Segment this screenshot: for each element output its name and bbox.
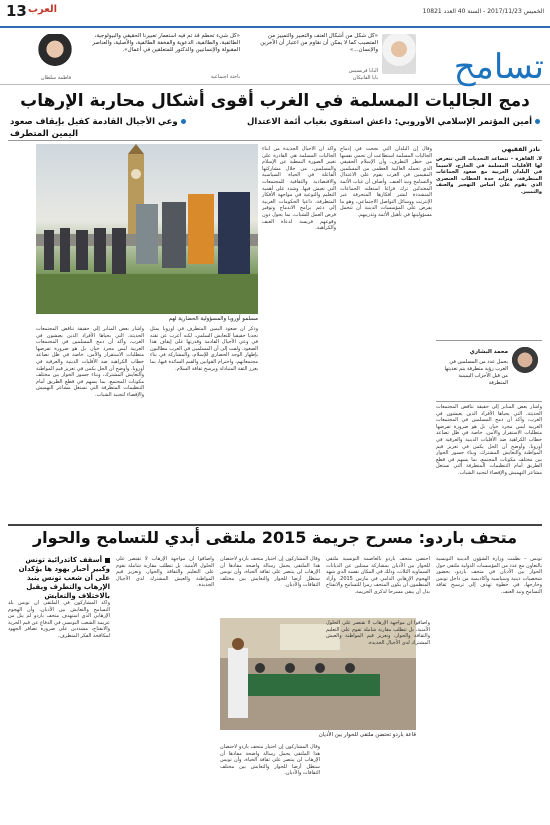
bottom-column-6: وأضافوا أن مواجهة الإرهاب لا تقتصر على الحلول الأمنية، بل تتطلب مقاربة شاملة تقوم على التعليم والثقافة والحوار، وتعزيز قيم المواطنة والعيش المشترك لدى الأجيال الجديدة. <box>116 556 214 589</box>
left-quote: «كل شيء تحطم قد تم فيه استعمار تعبيرنا الحقيقي والبيولوجية، الطائفية، والطائفية، الدعوية والفخفة الطائفية، والأصلية، والعناصر المقبولة والإنسانيين والدكتور للمتعلقين في أعمال». <box>92 33 240 53</box>
author-portrait-image <box>510 347 540 381</box>
page-header <box>0 0 550 28</box>
bullet-icon <box>181 119 186 124</box>
woman-portrait-image <box>38 34 72 74</box>
bottom-column-2: احتضن متحف باردو بالعاصمة التونسية ملتقى للحوار بين الأديان بمشاركة ممثلين عن الديانات السماوية الثلاث، وذلك في المكان نفسه الذي شهد الهجوم الإرهابي الدامي في مارس 2015. وأراد المنظمون أن يكون المتحف رمزا للتسامح والانفتاح بدل أن يبقى مسرحا لذكرى الجريمة. <box>326 556 430 595</box>
divider <box>8 140 542 141</box>
article-column-1: وأشار بعض المنابر إلى حقيقة تناقض المجتمعات الحديثة، التي يحياها الأفراد الذين يعيشون في الغرب، وأكد أن دمج المسلمين في المجتمعات الغربية ليس مجرد خيار، بل هو ضرورة تفرضها متطلبات الاستقرار والأمن، خاصة في ظل تصاعد خطاب الكراهية ضد الأقليات الدينية والعرقية في أوروبا. وأوضح أن الحل يكمن في تعزيز قيم المواطنة والتعايش المشترك، وبناء جسور الحوار بين مختلف مكونات المجتمع، بما يسهم في قطع الطريق أمام التنظيمات المتطرفة التي تستغل مشاعر التهميش والإقصاء لتجنيد الشباب. <box>436 404 542 476</box>
article-column-3: وأكد أن الأجيال الجديدة من أبناء الجاليات المسلمة هي القادرة على تغيير الصورة النمطية عن الإسلام والمسلمين، من خلال مشاركتها الفاعلة في الحياة السياسية والاقتصادية والثقافية للمجتمعات التي تعيش فيها. وشدد على أهمية التعليم والتوعية في مواجهة الأفكار المتطرفة، داعيا الحكومات الغربية إلى دعم برامج الاندماج وتوفير فرص العمل للشباب، بما يحول دون وقوعهم فريسة لدعاة العنف والكراهية. <box>262 146 336 232</box>
bullet-icon <box>535 119 540 124</box>
left-quote-role: باحثة اجتماعية <box>210 74 240 80</box>
sidebar-headline: أسقف كاتدرائية تونس وكبير أحبار يهود ها يؤكدان على أن شعب تونس ينبذ الإرهاب والتطرف ويقبل بالاختلاف والتعايش <box>18 556 110 600</box>
article-author: نادر الفقيهي <box>501 146 540 153</box>
bottom-column-5: وقال المشاركون إن اختيار متحف باردو لاحتضان هذا الملتقى يحمل رسالة واضحة مفادها أن الإرهاب لن ينتصر على ثقافة الحياة، وأن تونس ستظل أرضا للحوار والتعايش بين مختلف الثقافات والأديان. <box>220 744 320 777</box>
quote-box-name: محمد البشاري <box>469 349 508 355</box>
right-quote-role: بابا الفاتيكان <box>352 75 378 81</box>
second-headline: متحف باردو: مسرح جريمة 2015 ملتقى أبدي للتسامح والحوار <box>32 528 518 547</box>
right-quote: «كل شكل من أشكال العنف والتعبير والتمييز من المتصبب كما لا يمكن أن نقاوم من اعتبار أن الآخرين والإنسان...» <box>260 33 378 53</box>
pope-portrait-image <box>382 34 416 74</box>
article-column-2: وقال إن البلدان التي نجحت في إدماج الجاليات المسلمة استطاعت أن تحمي نفسها من خطر التطرف، وأن الإسلام الحقيقي الذي تحمله الغالبية العظمى من المسلمين المقيمين في الغرب يقوم على الاعتدال والتسامح ونبذ العنف. وأضاف أن غياب الأئمة المعتدلين ترك فراغا استغلته الجماعات المتشددة لنشر أفكارها المنحرفة عبر الإنترنت ووسائل التواصل الاجتماعي، وهو ما يفرض على المؤسسات الدينية أن تتحمل مسؤوليتها في تأهيل الأئمة وتدريبهم. <box>340 146 432 218</box>
bottom-column-1: تونس – نظمت وزارة الشؤون الدينية التونسية بالتعاون مع عدد من المؤسسات الدولية ملتقى حول الحوار بين الأديان في متحف باردو، بحضور شخصيات دينية وسياسية وأكاديمية من داخل تونس وخارجها، في خطوة تهدف إلى ترسيخ ثقافة التسامح ونبذ العنف. <box>436 556 542 595</box>
page-number: 13 <box>6 2 27 20</box>
article-column-5: وأشار بعض المنابر إلى حقيقة تناقض المجتمعات الحديثة، التي يحياها الأفراد الذين يعيشون في الغرب، وأكد أن دمج المسلمين في المجتمعات الغربية ليس مجرد خيار، بل هو ضرورة تفرضها متطلبات الاستقرار والأمن، خاصة في ظل تصاعد خطاب الكراهية ضد الأقليات الدينية والعرقية في أوروبا. وأوضح أن الحل يكمن في تعزيز قيم المواطنة والتعايش المشترك، وبناء جسور الحوار بين مختلف مكونات المجتمع، بما يسهم في قطع الطريق أمام التنظيمات المتطرفة التي تستغل مشاعر التهميش والإقصاء لتجنيد الشباب. <box>36 326 144 398</box>
left-quote-name: فاطمة سلطان <box>40 75 72 81</box>
newspaper-name: العرب <box>28 4 58 15</box>
sidebar-text: وأكد المشاركون في الملتقى أن تونس بلد التسامح والتعايش بين الأديان، وأن الهجوم الإرهابي الذي استهدف متحف باردو لم ينل من عزيمة الشعب التونسي في الدفاع عن قيم الحرية والانفتاح، مشددين على ضرورة تضافر الجهود لمكافحة الفكر المتطرف. <box>8 600 110 639</box>
bullet-icon <box>105 558 110 563</box>
bottom-column-4: وأضافوا أن مواجهة الإرهاب لا تقتصر على الحلول الأمنية، بل تتطلب مقاربة شاملة تقوم على التعليم والثقافة والحوار، وتعزيز قيم المواطنة والعيش المشترك لدى الأجيال الجديدة. <box>326 620 430 646</box>
prayer-photo <box>36 144 258 314</box>
right-quote-name: البابا فرنسيس <box>348 68 378 74</box>
article-column-4: وذكر أن صعود اليمين المتطرف في أوروبا يمثل تحديا حقيقيا للتعايش السلمي، لكنه أعرب عن ثقته في وعي الأجيال القادمة وقدرتها على إيقاف هذا الصعود. ولفت إلى أن المسلمين في الغرب مطالبون بإظهار الوجه الحضاري للإسلام، والمشاركة في بناء مجتمعاتهم، واحترام القوانين والقيم السائدة فيها، بما يعزز الثقة المتبادلة ويرسخ ثقافة السلام. <box>150 326 258 372</box>
photo-caption: مسلمو أوروبا والمسؤولية الحضارية لهم <box>168 316 258 322</box>
divider <box>8 524 542 526</box>
bottom-column-3: وقال المشاركون إن اختيار متحف باردو لاحتضان هذا الملتقى يحمل رسالة واضحة مفادها أن الإرهاب لن ينتصر على ثقافة الحياة، وأن تونس ستظل أرضا للحوار والتعايش بين مختلف الثقافات والأديان. <box>220 556 320 589</box>
section-title: تسامح <box>453 47 544 87</box>
subheadline-2: وعي الأجيال القادمة كفيل بإيقاف صعود اليمين المتطرف <box>10 116 200 140</box>
prayer-photo-image <box>36 144 258 314</box>
main-headline: دمج الجاليات المسلمة في الغرب أقوى أشكال محاربة الإرهاب <box>20 91 530 111</box>
quote-box <box>436 340 542 402</box>
quote-box-text: يحمل عدد من المسلمين في الغرب رؤية متطرفة يتم تغذيتها من قبل الأحزاب اليمينية المتطرفة <box>444 359 508 386</box>
photo-caption-2: قاعة باردو تحتضن ملتقى للحوار بين الأديان <box>318 732 416 738</box>
subheadline-1: أمين المؤتمر الإسلامي الأوروبي: داعش استقوى بغياب أئمة الاعتدال <box>10 116 540 128</box>
dateline: الخميس 2017/11/23 - السنة 40 العدد 10821 <box>422 8 544 15</box>
article-intro: لا. القاهرة – تتصاعد التحديات التي تتعرض لها الأقليات المسلمة في الخارج، لاسيما في البلدان الغربية مع صعود الجماعات المتطرفة، وتزايد حدة الخطاب العنصري الذي يقوم على أساس التهجير والعنف والتمييز. <box>436 156 542 195</box>
